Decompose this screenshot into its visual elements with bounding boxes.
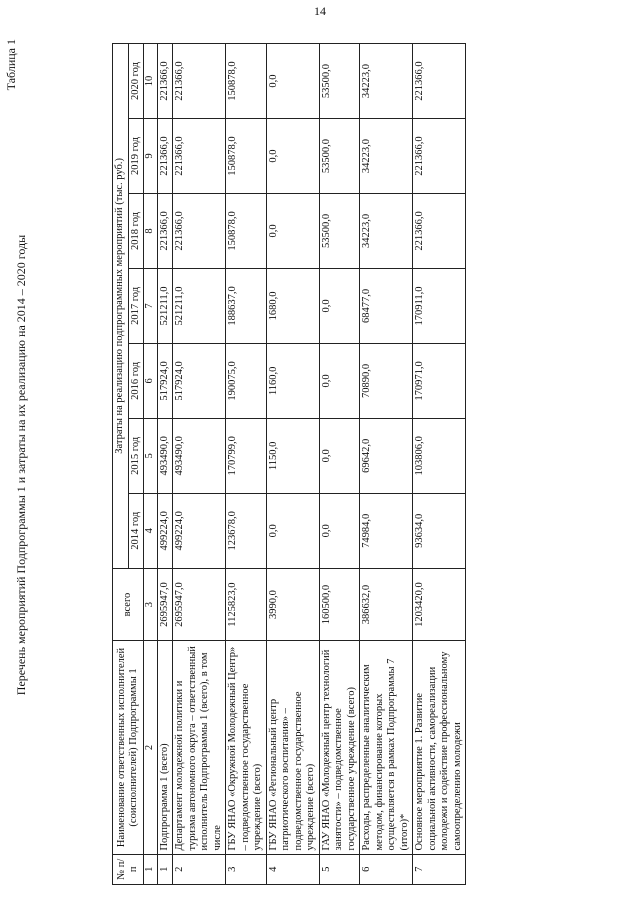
row-name: Департамент молодежной политики и туризма автономного округа – ответственный исполнитель Подпрограммы 1 (всего), в том числе [173, 641, 226, 854]
row-year-value: 221366,0 [173, 194, 226, 269]
col-header-year: 2015 год [128, 418, 144, 493]
index-cell: 6 [144, 343, 158, 418]
row-year-value: 499224,0 [173, 493, 226, 568]
col-header-year: 2014 год [128, 493, 144, 568]
row-year-value: 221366,0 [413, 44, 466, 119]
row-year-value: 0,0 [266, 194, 319, 269]
landscape-page [0, 25, 620, 905]
row-year-value: 221366,0 [173, 44, 226, 119]
row-year-value: 53500,0 [319, 194, 360, 269]
row-number: 5 [319, 854, 360, 884]
expenses-table [112, 43, 466, 885]
table-row [413, 44, 466, 885]
row-name: ГАУ ЯНАО «Молодежный центр технологий занятости» – подведомственное государственное учреждение (всего) [319, 641, 360, 854]
table-row [319, 44, 360, 885]
row-year-value: 521211,0 [157, 268, 173, 343]
page-number: 14 [314, 4, 326, 18]
row-total: 386632,0 [360, 568, 413, 641]
table-row [157, 44, 173, 885]
row-year-value: 221366,0 [173, 119, 226, 194]
col-header-year: 2020 год [128, 44, 144, 119]
row-year-value: 103806,0 [413, 418, 466, 493]
col-header-year: 2019 год [128, 119, 144, 194]
row-year-value: 0,0 [319, 343, 360, 418]
col-header-name: Наименование ответственных исполнителей (соисполнителей) Подпрограммы 1 [113, 641, 144, 854]
row-name: ГБУ ЯНАО «Региональный центр патриотического воспитания» – подведомственное государственное учреждение (всего) [266, 641, 319, 854]
row-year-value: 53500,0 [319, 44, 360, 119]
row-year-value: 123678,0 [226, 493, 267, 568]
row-year-value: 170911,0 [413, 268, 466, 343]
index-cell: 9 [144, 119, 158, 194]
row-year-value: 74984,0 [360, 493, 413, 568]
table-label: Таблица 1 [4, 39, 18, 91]
row-year-value: 221366,0 [157, 119, 173, 194]
row-number: 7 [413, 854, 466, 884]
row-year-value: 0,0 [319, 418, 360, 493]
row-year-value: 499224,0 [157, 493, 173, 568]
col-header-num: № п/п [113, 854, 144, 884]
row-year-value: 170971,0 [413, 343, 466, 418]
row-name: Основное мероприятие 1. Развитие социальной активности, самореализации молодежи и содействие профессиональному самоопределению молодежи [413, 641, 466, 854]
row-year-value: 93634,0 [413, 493, 466, 568]
row-year-value: 221366,0 [413, 194, 466, 269]
index-cell: 10 [144, 44, 158, 119]
row-year-value: 190075,0 [226, 343, 267, 418]
row-year-value: 150878,0 [226, 44, 267, 119]
row-year-value: 34223,0 [360, 119, 413, 194]
col-header-year: 2016 год [128, 343, 144, 418]
row-year-value: 1680,0 [266, 268, 319, 343]
row-total: 3990,0 [266, 568, 319, 641]
row-year-value: 1150,0 [266, 418, 319, 493]
row-number: 3 [226, 854, 267, 884]
row-year-value: 0,0 [319, 493, 360, 568]
row-year-value: 0,0 [319, 268, 360, 343]
row-year-value: 170799,0 [226, 418, 267, 493]
table-row [360, 44, 413, 885]
row-year-value: 221366,0 [413, 119, 466, 194]
index-cell: 8 [144, 194, 158, 269]
row-number: 4 [266, 854, 319, 884]
row-year-value: 493490,0 [173, 418, 226, 493]
col-header-total: всего [113, 568, 144, 641]
row-name: Расходы, распределенные аналитическим методом, финансирование которых осуществляется в рамках Подпрограммы 7 (итого)* [360, 641, 413, 854]
row-number: 2 [173, 854, 226, 884]
row-year-value: 221366,0 [157, 194, 173, 269]
table-row [266, 44, 319, 885]
row-year-value: 517924,0 [173, 343, 226, 418]
row-name: ГБУ ЯНАО «Окружной Молодежный Центр» – подведомственное государственное учреждение (всего) [226, 641, 267, 854]
table-row [173, 44, 226, 885]
row-year-value: 53500,0 [319, 119, 360, 194]
row-year-value: 221366,0 [157, 44, 173, 119]
row-year-value: 493490,0 [157, 418, 173, 493]
index-row [144, 44, 158, 885]
row-number: 6 [360, 854, 413, 884]
row-total: 2695947,0 [157, 568, 173, 641]
row-year-value: 0,0 [266, 44, 319, 119]
row-year-value: 150878,0 [226, 119, 267, 194]
row-total: 160500,0 [319, 568, 360, 641]
document-title: Перечень мероприятий Подпрограммы 1 и затраты на их реализацию на 2014 – 2020 годы [14, 234, 28, 696]
row-total: 2695947,0 [173, 568, 226, 641]
row-year-value: 150878,0 [226, 194, 267, 269]
row-year-value: 69642,0 [360, 418, 413, 493]
row-total: 1125823,0 [226, 568, 267, 641]
row-name: Подпрограмма 1 (всего) [157, 641, 173, 854]
index-cell: 1 [144, 854, 158, 884]
row-total: 1203420,0 [413, 568, 466, 641]
index-cell: 7 [144, 268, 158, 343]
row-number: 1 [157, 854, 173, 884]
row-year-value: 0,0 [266, 119, 319, 194]
index-cell: 3 [144, 568, 158, 641]
row-year-value: 68477,0 [360, 268, 413, 343]
row-year-value: 188637,0 [226, 268, 267, 343]
row-year-value: 34223,0 [360, 44, 413, 119]
col-header-year: 2017 год [128, 268, 144, 343]
index-cell: 4 [144, 493, 158, 568]
index-cell: 5 [144, 418, 158, 493]
row-year-value: 521211,0 [173, 268, 226, 343]
col-header-year: 2018 год [128, 194, 144, 269]
row-year-value: 34223,0 [360, 194, 413, 269]
table-row [226, 44, 267, 885]
row-year-value: 70890,0 [360, 343, 413, 418]
costs-group-header: Затраты на реализацию подпрограммных мероприятий (тыс. руб.) [113, 44, 129, 569]
row-year-value: 517924,0 [157, 343, 173, 418]
index-cell: 2 [144, 641, 158, 854]
row-year-value: 1160,0 [266, 343, 319, 418]
row-year-value: 0,0 [266, 493, 319, 568]
